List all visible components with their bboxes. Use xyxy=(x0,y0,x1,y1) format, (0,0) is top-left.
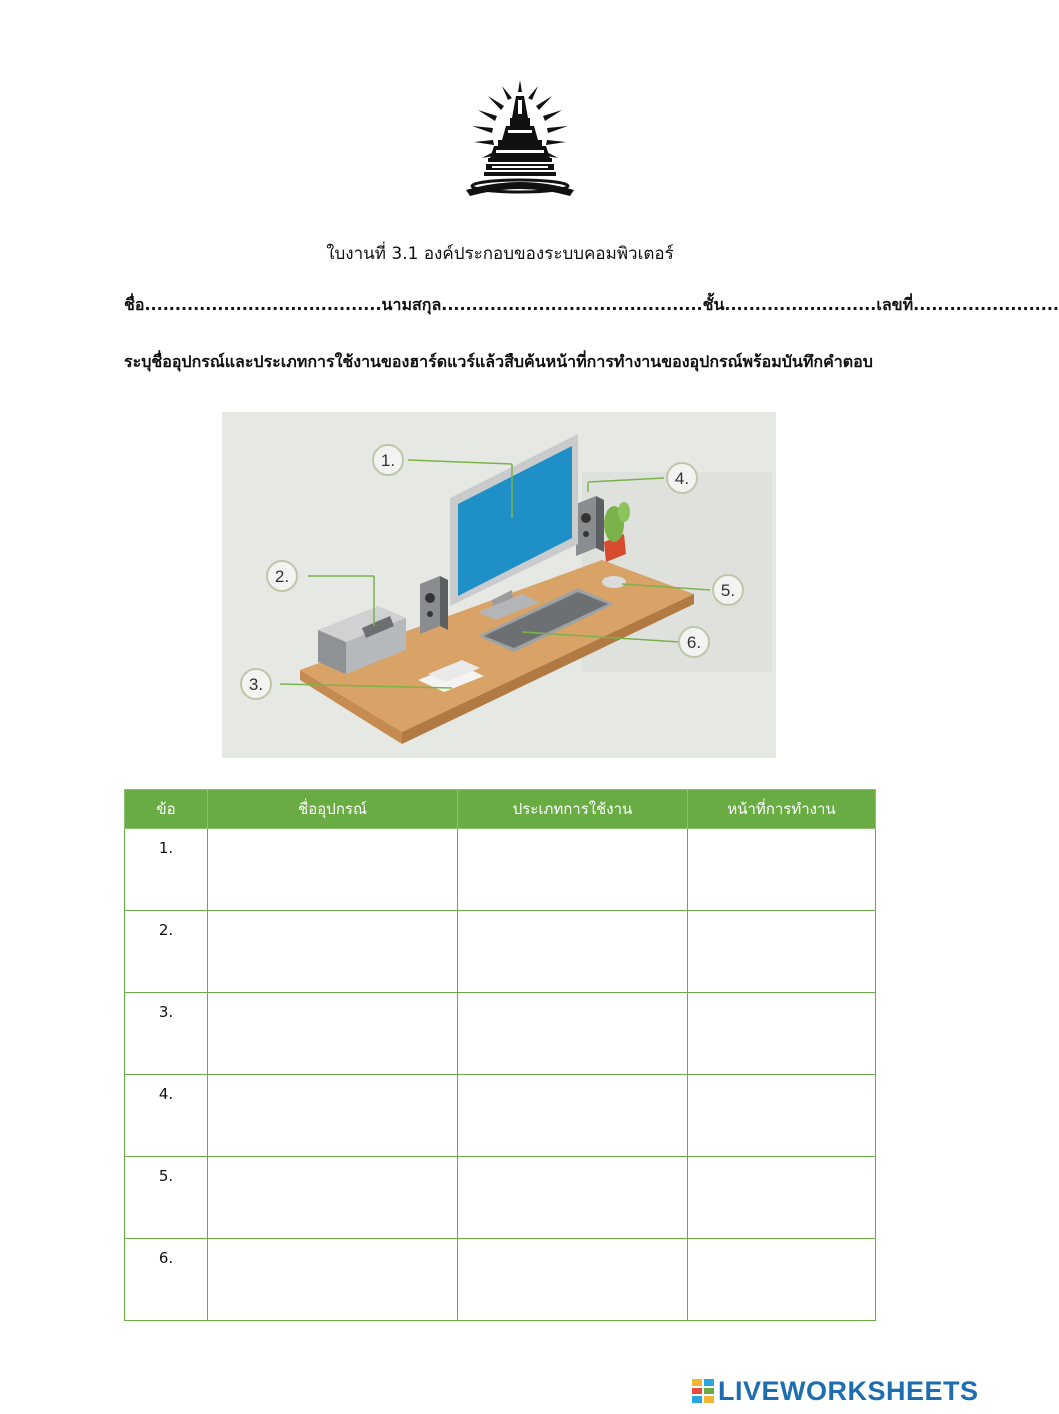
table-row xyxy=(125,911,876,993)
svg-text:4.: 4. xyxy=(674,469,690,488)
function-cell[interactable] xyxy=(688,1239,876,1321)
function-cell[interactable] xyxy=(688,1075,876,1157)
device-name-cell[interactable] xyxy=(208,1075,458,1157)
device-name-cell[interactable] xyxy=(208,993,458,1075)
liveworksheets-logo-icon xyxy=(692,1379,714,1403)
svg-text:3.: 3. xyxy=(248,675,264,694)
mouse xyxy=(602,576,626,588)
callout-5 xyxy=(713,575,743,605)
svg-text:6.: 6. xyxy=(686,633,702,652)
function-cell[interactable] xyxy=(688,993,876,1075)
device-name-cell[interactable] xyxy=(208,829,458,911)
student-name-line[interactable]: ชื่อ.......................................นามสกุล...........................................ชั้น.........................เลขที่........................ xyxy=(124,295,1059,314)
usage-type-cell[interactable] xyxy=(458,829,688,911)
header-no: ข้อ xyxy=(125,790,208,829)
table-row xyxy=(125,1239,876,1321)
callout-4 xyxy=(667,463,697,493)
school-emblem-logo xyxy=(462,78,578,200)
row-number: 6. xyxy=(125,1239,208,1321)
device-name-cell[interactable] xyxy=(208,1157,458,1239)
left-speaker xyxy=(420,576,448,634)
callout-2 xyxy=(267,561,297,591)
table-header-row xyxy=(125,790,876,829)
instruction-text: ระบุชื่ออุปกรณ์และประเภทการใช้งานของฮาร์ดแวร์แล้วสืบค้นหน้าที่การทำงานของอุปกรณ์พร้อมบันทึกคำตอบ xyxy=(124,352,873,371)
function-cell[interactable] xyxy=(688,911,876,993)
header-usage-type: ประเภทการใช้งาน xyxy=(458,790,688,829)
svg-text:5.: 5. xyxy=(720,581,736,600)
function-cell[interactable] xyxy=(688,1157,876,1239)
svg-text:2.: 2. xyxy=(274,567,290,586)
device-name-cell[interactable] xyxy=(208,911,458,993)
callout-6 xyxy=(679,627,709,657)
function-cell[interactable] xyxy=(688,829,876,911)
usage-type-cell[interactable] xyxy=(458,1239,688,1321)
header-function: หน้าที่การทำงาน xyxy=(688,790,876,829)
row-number: 3. xyxy=(125,993,208,1075)
row-number: 5. xyxy=(125,1157,208,1239)
table-row xyxy=(125,993,876,1075)
usage-type-cell[interactable] xyxy=(458,1075,688,1157)
row-number: 4. xyxy=(125,1075,208,1157)
usage-type-cell[interactable] xyxy=(458,993,688,1075)
callout-3 xyxy=(241,669,271,699)
answer-table xyxy=(124,789,876,1321)
device-name-cell[interactable] xyxy=(208,1239,458,1321)
usage-type-cell[interactable] xyxy=(458,911,688,993)
table-row xyxy=(125,1157,876,1239)
usage-type-cell[interactable] xyxy=(458,1157,688,1239)
computer-setup-illustration xyxy=(222,412,776,758)
table-row xyxy=(125,1075,876,1157)
table-row xyxy=(125,829,876,911)
liveworksheets-brand xyxy=(692,1375,979,1406)
liveworksheets-text: LIVEWORKSHEETS xyxy=(718,1375,979,1406)
svg-text:1.: 1. xyxy=(380,451,396,470)
header-device-name: ชื่ออุปกรณ์ xyxy=(208,790,458,829)
callout-1 xyxy=(373,445,403,475)
row-number: 1. xyxy=(125,829,208,911)
worksheet-title: ใบงานที่ 3.1 องค์ประกอบของระบบคอมพิวเตอร์ xyxy=(326,244,674,264)
row-number: 2. xyxy=(125,911,208,993)
right-speaker xyxy=(576,496,604,556)
